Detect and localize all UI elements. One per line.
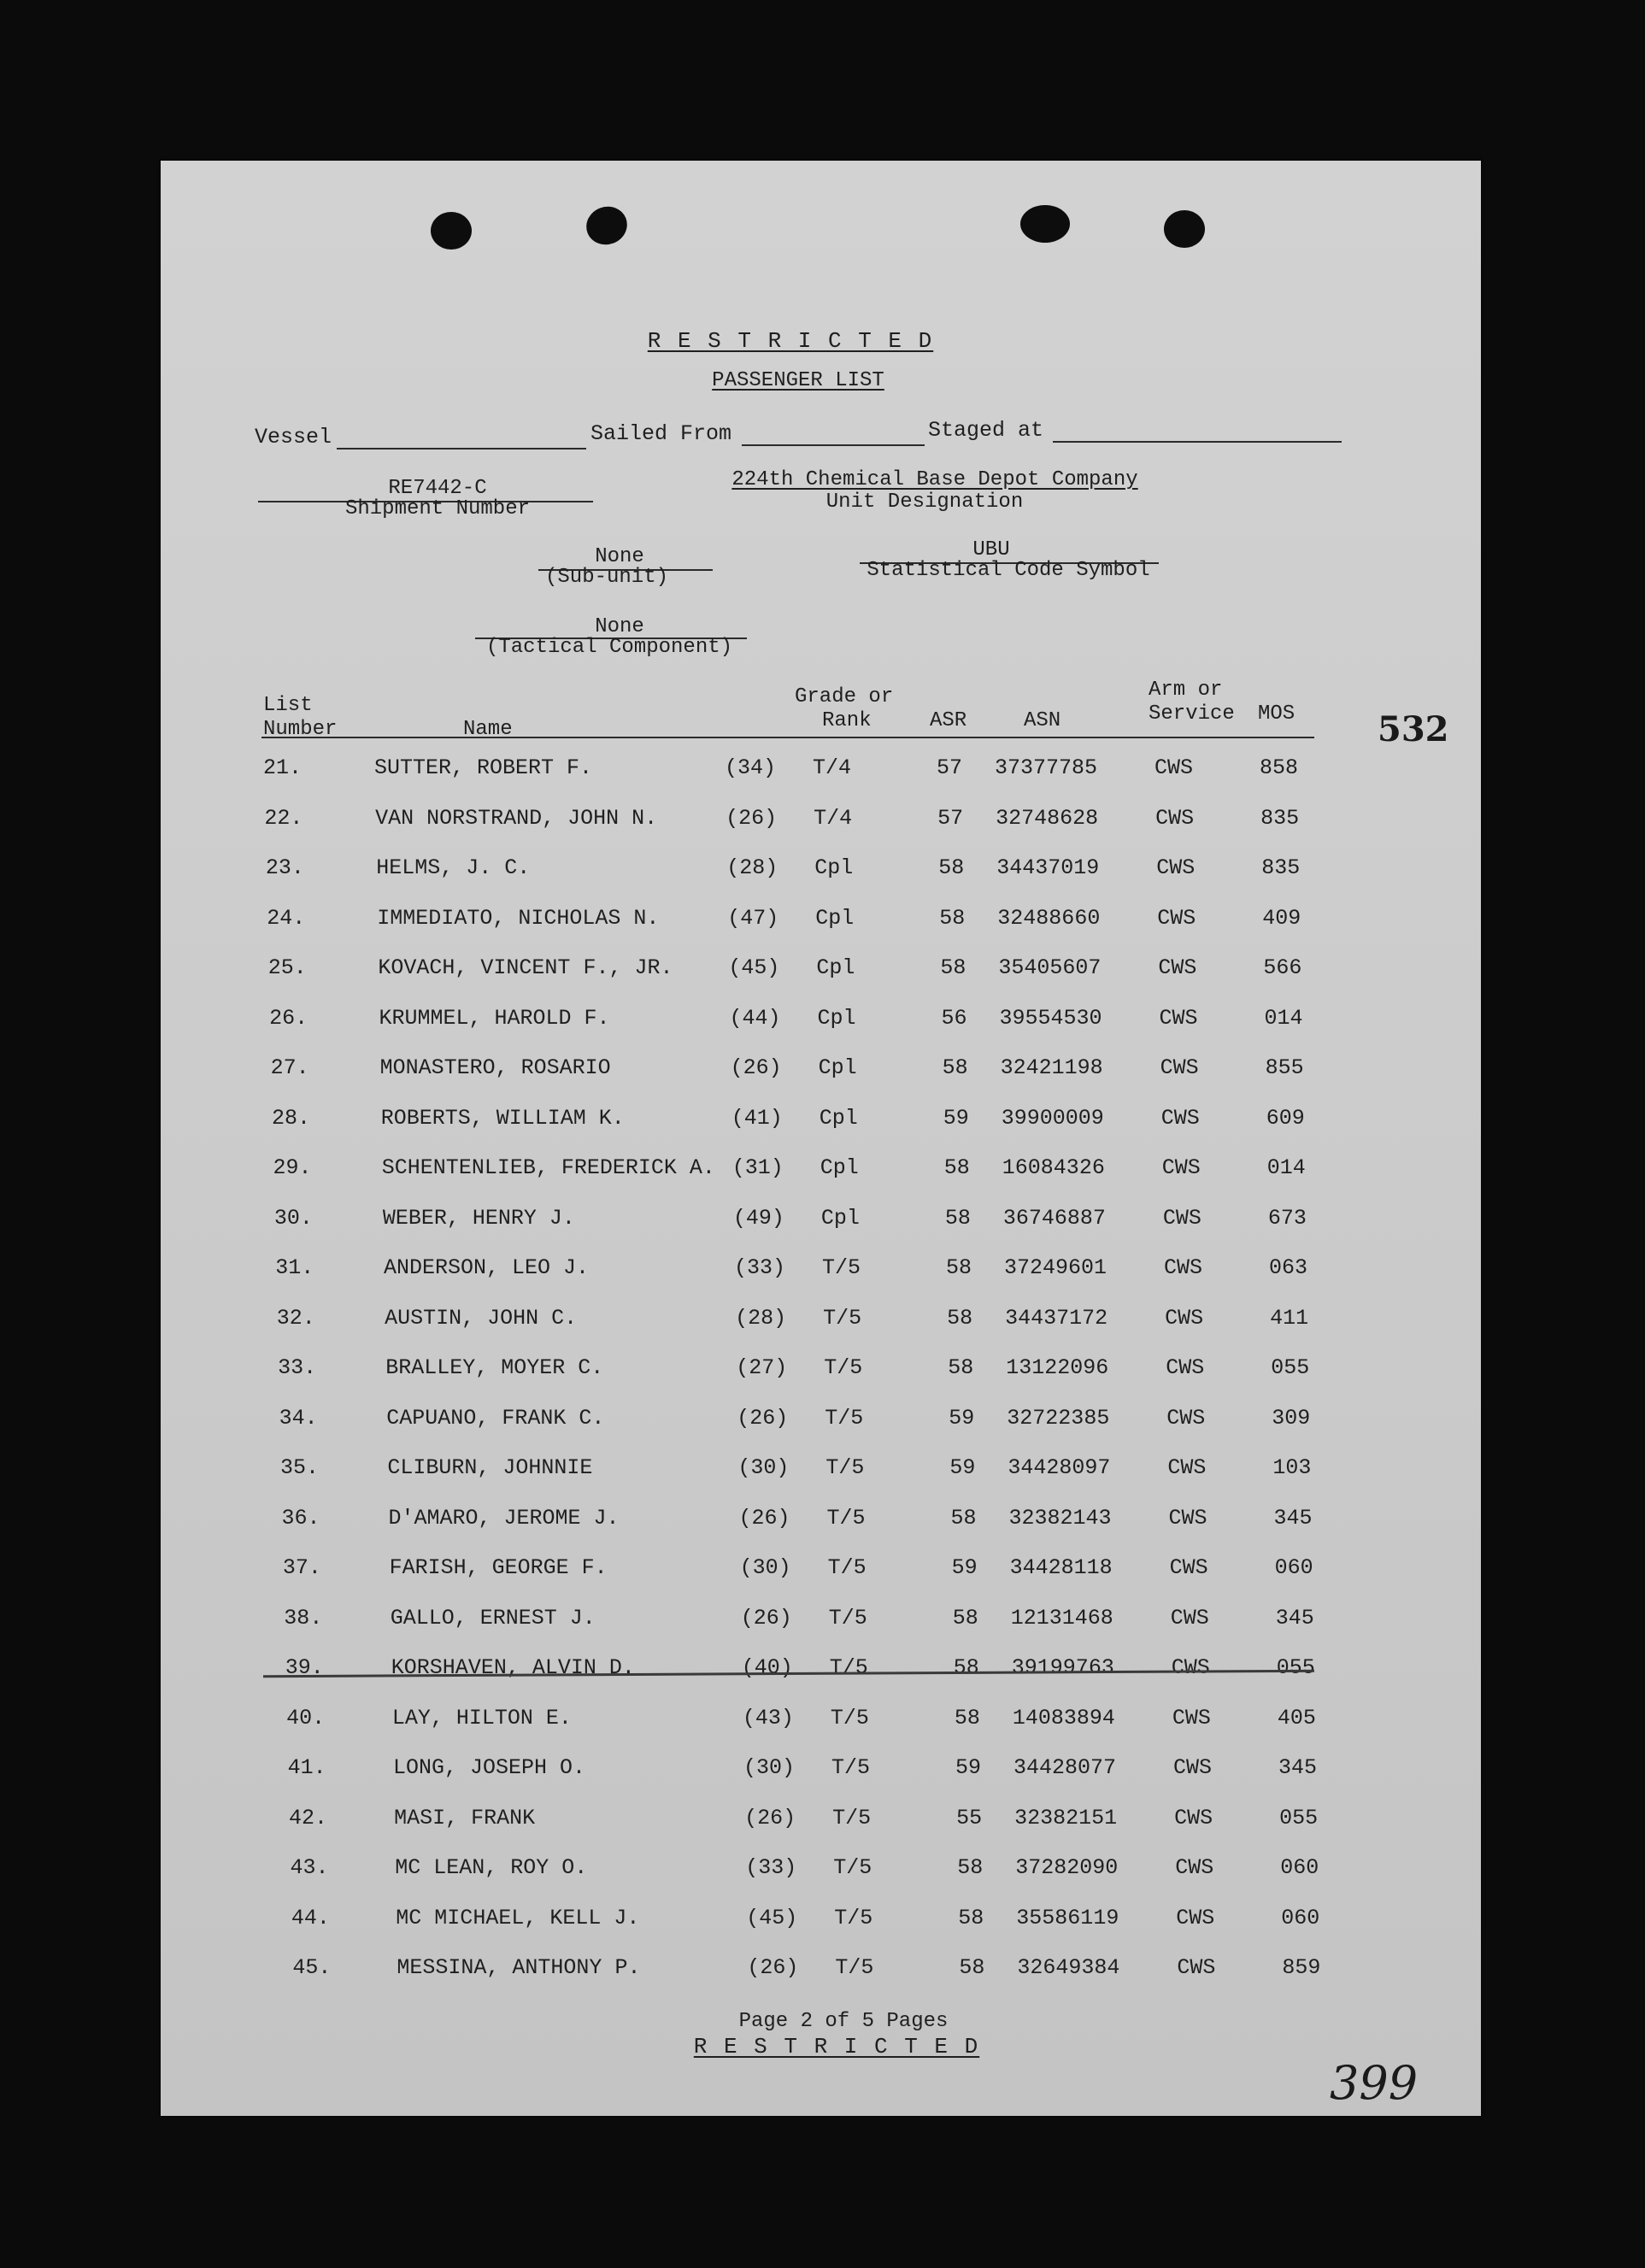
row-age: (26) bbox=[747, 1955, 799, 1980]
col-asr: ASR bbox=[930, 709, 967, 732]
row-mos: 405 bbox=[1277, 1705, 1316, 1730]
row-grade: T/4 bbox=[813, 755, 852, 780]
row-asn: 34428077 bbox=[1013, 1755, 1117, 1780]
table-row bbox=[161, 1555, 1481, 1593]
handwritten-page-number: 399 bbox=[1330, 2056, 1419, 2110]
row-mos: 055 bbox=[1279, 1805, 1319, 1830]
row-grade: T/5 bbox=[825, 1455, 865, 1480]
row-list-number: 32. bbox=[276, 1305, 315, 1331]
row-name: KOVACH, VINCENT F., JR. bbox=[378, 955, 673, 980]
row-grade: Cpl bbox=[820, 1155, 859, 1180]
row-asr: 58 bbox=[958, 1905, 984, 1930]
row-asn: 32382143 bbox=[1008, 1505, 1112, 1531]
col-grade-2: Rank bbox=[822, 709, 872, 732]
row-asn: 14083894 bbox=[1012, 1705, 1115, 1730]
row-age: (40) bbox=[741, 1655, 793, 1680]
row-age: (45) bbox=[746, 1905, 798, 1930]
row-list-number: 44. bbox=[291, 1905, 330, 1930]
row-name: SCHENTENLIEB, FREDERICK A. bbox=[381, 1155, 715, 1180]
row-asr: 58 bbox=[944, 1205, 971, 1231]
row-age: (26) bbox=[737, 1405, 789, 1431]
row-arm: CWS bbox=[1174, 1805, 1213, 1830]
row-grade: T/5 bbox=[822, 1255, 861, 1280]
col-list-number-1: List bbox=[263, 694, 313, 717]
row-asr: 58 bbox=[953, 1655, 979, 1680]
table-row bbox=[161, 1806, 1481, 1843]
row-mos: 014 bbox=[1264, 1005, 1303, 1031]
row-mos: 103 bbox=[1272, 1455, 1312, 1480]
row-asn: 32748628 bbox=[996, 805, 1099, 831]
row-asn: 32421198 bbox=[1000, 1055, 1103, 1080]
row-name: HELMS, J. C. bbox=[376, 855, 531, 880]
row-arm: CWS bbox=[1170, 1605, 1209, 1630]
row-asr: 58 bbox=[943, 1155, 970, 1180]
row-asr: 58 bbox=[942, 1055, 968, 1080]
row-mos: 055 bbox=[1276, 1655, 1315, 1680]
col-mos: MOS bbox=[1258, 702, 1295, 726]
row-mos: 345 bbox=[1273, 1505, 1313, 1531]
classification-footer: R E S T R I C T E D bbox=[693, 2034, 980, 2059]
vessel-blank bbox=[337, 448, 586, 449]
col-list-number-2: Number bbox=[263, 718, 338, 741]
row-arm: CWS bbox=[1167, 1455, 1207, 1480]
table-row bbox=[161, 755, 1481, 793]
row-age: (43) bbox=[742, 1705, 794, 1730]
row-asr: 58 bbox=[946, 1255, 972, 1280]
row-name: ROBERTS, WILLIAM K. bbox=[380, 1105, 625, 1131]
row-asn: 34437019 bbox=[996, 855, 1100, 880]
row-name: VAN NORSTRAND, JOHN N. bbox=[375, 805, 658, 831]
row-list-number: 33. bbox=[278, 1355, 317, 1380]
row-age: (30) bbox=[743, 1755, 796, 1780]
row-mos: 060 bbox=[1281, 1905, 1320, 1930]
table-row bbox=[161, 1206, 1481, 1243]
row-name: MC MICHAEL, KELL J. bbox=[396, 1905, 640, 1930]
row-age: (49) bbox=[732, 1205, 784, 1231]
sub-unit-value: None bbox=[595, 545, 644, 568]
row-arm: CWS bbox=[1176, 1905, 1215, 1930]
row-asr: 57 bbox=[937, 805, 964, 831]
row-asn: 12131468 bbox=[1010, 1605, 1113, 1630]
row-list-number: 36. bbox=[281, 1505, 320, 1531]
row-grade: Cpl bbox=[820, 1205, 860, 1231]
col-arm-1: Arm or bbox=[1149, 679, 1223, 702]
col-arm-2: Service bbox=[1149, 702, 1235, 726]
row-list-number: 29. bbox=[273, 1155, 312, 1180]
row-grade: T/5 bbox=[828, 1605, 867, 1630]
row-arm: CWS bbox=[1159, 1005, 1198, 1031]
table-row bbox=[161, 1655, 1481, 1693]
row-grade: Cpl bbox=[815, 905, 855, 931]
table-row bbox=[161, 1106, 1481, 1143]
row-age: (31) bbox=[731, 1155, 784, 1180]
punch-hole bbox=[1164, 210, 1205, 248]
row-asr: 55 bbox=[956, 1805, 983, 1830]
row-age: (26) bbox=[744, 1805, 796, 1830]
row-name: CLIBURN, JOHNNIE bbox=[387, 1455, 593, 1480]
table-row bbox=[161, 1906, 1481, 1943]
row-asr: 58 bbox=[957, 1855, 984, 1880]
row-arm: CWS bbox=[1156, 855, 1196, 880]
row-list-number: 35. bbox=[280, 1455, 320, 1480]
row-arm: CWS bbox=[1164, 1255, 1203, 1280]
table-row bbox=[161, 1506, 1481, 1543]
row-name: KORSHAVEN, ALVIN D. bbox=[391, 1655, 635, 1680]
row-grade: T/5 bbox=[831, 1755, 871, 1780]
row-list-number: 28. bbox=[272, 1105, 311, 1131]
table-row bbox=[161, 1155, 1481, 1193]
row-grade: T/5 bbox=[830, 1705, 869, 1730]
row-arm: CWS bbox=[1173, 1755, 1213, 1780]
row-name: GALLO, ERNEST J. bbox=[390, 1605, 596, 1630]
row-grade: T/5 bbox=[826, 1505, 866, 1531]
row-list-number: 30. bbox=[273, 1205, 313, 1231]
row-mos: 835 bbox=[1260, 805, 1300, 831]
row-asn: 37282090 bbox=[1015, 1855, 1119, 1880]
row-name: FARISH, GEORGE F. bbox=[389, 1555, 608, 1580]
row-asr: 56 bbox=[941, 1005, 967, 1031]
row-age: (26) bbox=[726, 805, 778, 831]
row-asr: 58 bbox=[947, 1305, 973, 1331]
row-mos: 859 bbox=[1282, 1955, 1321, 1980]
row-grade: T/5 bbox=[835, 1955, 874, 1980]
table-row bbox=[161, 806, 1481, 843]
row-grade: T/5 bbox=[827, 1555, 867, 1580]
row-asr: 59 bbox=[951, 1555, 978, 1580]
row-list-number: 41. bbox=[287, 1755, 326, 1780]
row-asn: 39199763 bbox=[1011, 1655, 1114, 1680]
classification-header: R E S T R I C T E D bbox=[647, 328, 934, 354]
row-mos: 063 bbox=[1269, 1255, 1308, 1280]
table-row bbox=[161, 1055, 1481, 1093]
row-asn: 32649384 bbox=[1017, 1955, 1120, 1980]
row-asr: 59 bbox=[955, 1755, 982, 1780]
row-grade: T/5 bbox=[832, 1805, 872, 1830]
row-grade: T/5 bbox=[824, 1355, 863, 1380]
row-mos: 409 bbox=[1262, 905, 1301, 931]
row-asr: 57 bbox=[937, 755, 963, 780]
table-row bbox=[161, 1255, 1481, 1293]
table-row bbox=[161, 1755, 1481, 1793]
row-mos: 835 bbox=[1261, 855, 1301, 880]
table-row bbox=[161, 1606, 1481, 1643]
row-arm: CWS bbox=[1155, 805, 1195, 831]
punch-hole bbox=[581, 201, 632, 250]
row-mos: 345 bbox=[1278, 1755, 1318, 1780]
row-age: (26) bbox=[738, 1505, 790, 1531]
staged-at-blank bbox=[1053, 441, 1342, 443]
row-list-number: 27. bbox=[270, 1055, 309, 1080]
row-age: (33) bbox=[734, 1255, 786, 1280]
row-asr: 58 bbox=[948, 1355, 974, 1380]
row-arm: CWS bbox=[1160, 1105, 1200, 1131]
row-age: (30) bbox=[737, 1455, 790, 1480]
row-arm: CWS bbox=[1171, 1655, 1210, 1680]
staged-at-label: Staged at bbox=[928, 418, 1044, 443]
row-asr: 58 bbox=[940, 955, 966, 980]
row-list-number: 39. bbox=[285, 1655, 324, 1680]
row-asn: 16084326 bbox=[1002, 1155, 1105, 1180]
row-mos: 309 bbox=[1272, 1405, 1311, 1431]
row-arm: CWS bbox=[1157, 905, 1196, 931]
table-row bbox=[161, 955, 1481, 993]
row-age: (30) bbox=[739, 1555, 791, 1580]
row-grade: T/5 bbox=[829, 1655, 868, 1680]
row-grade: Cpl bbox=[816, 955, 855, 980]
row-list-number: 42. bbox=[289, 1805, 328, 1830]
row-list-number: 40. bbox=[286, 1705, 326, 1730]
punch-hole bbox=[431, 212, 472, 250]
row-asn: 37377785 bbox=[995, 755, 1098, 780]
row-name: ANDERSON, LEO J. bbox=[384, 1255, 590, 1280]
row-list-number: 23. bbox=[265, 855, 304, 880]
row-arm: CWS bbox=[1172, 1705, 1211, 1730]
row-list-number: 25. bbox=[267, 955, 307, 980]
table-row bbox=[161, 1306, 1481, 1343]
row-mos: 060 bbox=[1280, 1855, 1319, 1880]
row-name: D'AMARO, JEROME J. bbox=[388, 1505, 620, 1531]
table-row bbox=[161, 1355, 1481, 1393]
row-asr: 58 bbox=[959, 1955, 985, 1980]
row-age: (26) bbox=[740, 1605, 792, 1630]
col-name: Name bbox=[463, 718, 513, 741]
row-asn: 34428118 bbox=[1009, 1555, 1113, 1580]
table-row bbox=[161, 906, 1481, 943]
row-grade: T/5 bbox=[834, 1905, 873, 1930]
row-grade: T/5 bbox=[823, 1305, 862, 1331]
row-grade: T/5 bbox=[833, 1855, 872, 1880]
row-asn: 13122096 bbox=[1006, 1355, 1109, 1380]
row-asr: 58 bbox=[954, 1705, 980, 1730]
row-name: LAY, HILTON E. bbox=[391, 1705, 572, 1730]
table-row bbox=[161, 1455, 1481, 1493]
row-list-number: 34. bbox=[279, 1405, 318, 1431]
row-asn: 39554530 bbox=[999, 1005, 1102, 1031]
row-asn: 34428097 bbox=[1008, 1455, 1111, 1480]
document-page bbox=[161, 161, 1481, 2116]
row-list-number: 26. bbox=[269, 1005, 308, 1031]
header-underline bbox=[261, 737, 1314, 738]
row-name: MESSINA, ANTHONY P. bbox=[397, 1955, 641, 1980]
row-mos: 345 bbox=[1275, 1605, 1314, 1630]
document-title: PASSENGER LIST bbox=[712, 369, 884, 392]
row-name: CAPUANO, FRANK C. bbox=[386, 1405, 605, 1431]
row-list-number: 37. bbox=[282, 1555, 321, 1580]
row-mos: 566 bbox=[1263, 955, 1302, 980]
row-arm: CWS bbox=[1168, 1505, 1207, 1531]
row-age: (26) bbox=[730, 1055, 782, 1080]
row-age: (28) bbox=[735, 1305, 787, 1331]
row-name: AUSTIN, JOHN C. bbox=[385, 1305, 578, 1331]
row-age: (44) bbox=[729, 1005, 781, 1031]
row-grade: Cpl bbox=[814, 855, 854, 880]
row-arm: CWS bbox=[1161, 1155, 1201, 1180]
row-asn: 36746887 bbox=[1002, 1205, 1106, 1231]
row-mos: 055 bbox=[1271, 1355, 1310, 1380]
row-asn: 39900009 bbox=[1001, 1105, 1104, 1131]
row-name: MONASTERO, ROSARIO bbox=[379, 1055, 611, 1080]
row-grade: T/5 bbox=[825, 1405, 864, 1431]
row-grade: Cpl bbox=[817, 1005, 856, 1031]
row-name: MC LEAN, ROY O. bbox=[395, 1855, 588, 1880]
row-asr: 58 bbox=[952, 1605, 978, 1630]
row-mos: 014 bbox=[1266, 1155, 1306, 1180]
row-list-number: 24. bbox=[267, 905, 306, 931]
row-arm: CWS bbox=[1162, 1205, 1201, 1231]
row-grade: Cpl bbox=[818, 1055, 857, 1080]
table-row bbox=[161, 1955, 1481, 1993]
row-age: (28) bbox=[726, 855, 778, 880]
row-mos: 060 bbox=[1274, 1555, 1313, 1580]
row-list-number: 22. bbox=[264, 805, 303, 831]
row-arm: CWS bbox=[1154, 755, 1194, 780]
row-name: KRUMMEL, HAROLD F. bbox=[379, 1005, 610, 1031]
row-mos: 855 bbox=[1265, 1055, 1304, 1080]
row-grade: T/4 bbox=[814, 805, 853, 831]
unit-designation-label: Unit Designation bbox=[825, 491, 1024, 514]
row-mos: 673 bbox=[1267, 1205, 1307, 1231]
row-arm: CWS bbox=[1169, 1555, 1208, 1580]
vessel-label: Vessel bbox=[255, 425, 332, 449]
statistical-code-label: Statistical Code Symbol bbox=[867, 559, 1150, 582]
table-row bbox=[161, 855, 1481, 893]
page-indicator: Page 2 of 5 Pages bbox=[738, 2010, 949, 2033]
row-arm: CWS bbox=[1165, 1305, 1204, 1331]
row-asn: 32382151 bbox=[1014, 1805, 1118, 1830]
row-list-number: 45. bbox=[292, 1955, 332, 1980]
row-asr: 58 bbox=[939, 905, 966, 931]
row-list-number: 43. bbox=[290, 1855, 329, 1880]
sailed-from-label: Sailed From bbox=[590, 421, 732, 446]
row-age: (47) bbox=[727, 905, 779, 931]
row-asr: 58 bbox=[938, 855, 965, 880]
sub-unit-label: (Sub-unit) bbox=[544, 566, 669, 589]
row-asr: 59 bbox=[949, 1405, 975, 1431]
row-arm: CWS bbox=[1166, 1405, 1206, 1431]
shipment-number-label: Shipment Number bbox=[344, 497, 531, 520]
row-asr: 59 bbox=[943, 1105, 969, 1131]
row-arm: CWS bbox=[1166, 1355, 1205, 1380]
col-grade-1: Grade or bbox=[795, 685, 894, 708]
row-name: WEBER, HENRY J. bbox=[382, 1205, 575, 1231]
tactical-component-value: None bbox=[595, 615, 644, 638]
row-age: (34) bbox=[725, 755, 777, 780]
row-list-number: 31. bbox=[275, 1255, 314, 1280]
shipment-number: RE7442-C bbox=[388, 477, 487, 500]
row-asr: 58 bbox=[950, 1505, 977, 1531]
table-row bbox=[161, 1706, 1481, 1743]
row-age: (41) bbox=[731, 1105, 783, 1131]
row-arm: CWS bbox=[1160, 1055, 1199, 1080]
row-asn: 35405607 bbox=[998, 955, 1102, 980]
row-asr: 59 bbox=[949, 1455, 976, 1480]
statistical-code-value: UBU bbox=[972, 538, 1010, 561]
row-age: (27) bbox=[736, 1355, 788, 1380]
row-name: IMMEDIATO, NICHOLAS N. bbox=[377, 905, 660, 931]
row-list-number: 21. bbox=[263, 755, 303, 780]
row-arm: CWS bbox=[1175, 1855, 1214, 1880]
table-row bbox=[161, 1406, 1481, 1443]
row-grade: Cpl bbox=[819, 1105, 858, 1131]
row-name: BRALLEY, MOYER C. bbox=[385, 1355, 604, 1380]
row-name: SUTTER, ROBERT F. bbox=[374, 755, 593, 780]
side-stamp-number: 532 bbox=[1378, 709, 1449, 749]
row-list-number: 38. bbox=[284, 1605, 323, 1630]
unit-designation: 224th Chemical Base Depot Company bbox=[731, 468, 1138, 491]
row-name: MASI, FRANK bbox=[394, 1805, 536, 1830]
row-asn: 35586119 bbox=[1016, 1905, 1119, 1930]
row-age: (33) bbox=[745, 1855, 797, 1880]
row-arm: CWS bbox=[1177, 1955, 1216, 1980]
tactical-component-label: (Tactical Component) bbox=[485, 636, 733, 659]
table-row bbox=[161, 1855, 1481, 1893]
row-age: (45) bbox=[728, 955, 780, 980]
col-asn: ASN bbox=[1024, 709, 1061, 732]
row-mos: 609 bbox=[1266, 1105, 1305, 1131]
row-asn: 37249601 bbox=[1004, 1255, 1107, 1280]
row-asn: 32722385 bbox=[1007, 1405, 1110, 1431]
row-asn: 32488660 bbox=[997, 905, 1101, 931]
punch-hole bbox=[1020, 205, 1070, 243]
row-mos: 858 bbox=[1260, 755, 1299, 780]
sailed-from-blank bbox=[742, 444, 925, 446]
row-mos: 411 bbox=[1270, 1305, 1309, 1331]
row-asn: 34437172 bbox=[1005, 1305, 1108, 1331]
table-row bbox=[161, 1006, 1481, 1043]
row-arm: CWS bbox=[1158, 955, 1197, 980]
row-name: LONG, JOSEPH O. bbox=[393, 1755, 586, 1780]
